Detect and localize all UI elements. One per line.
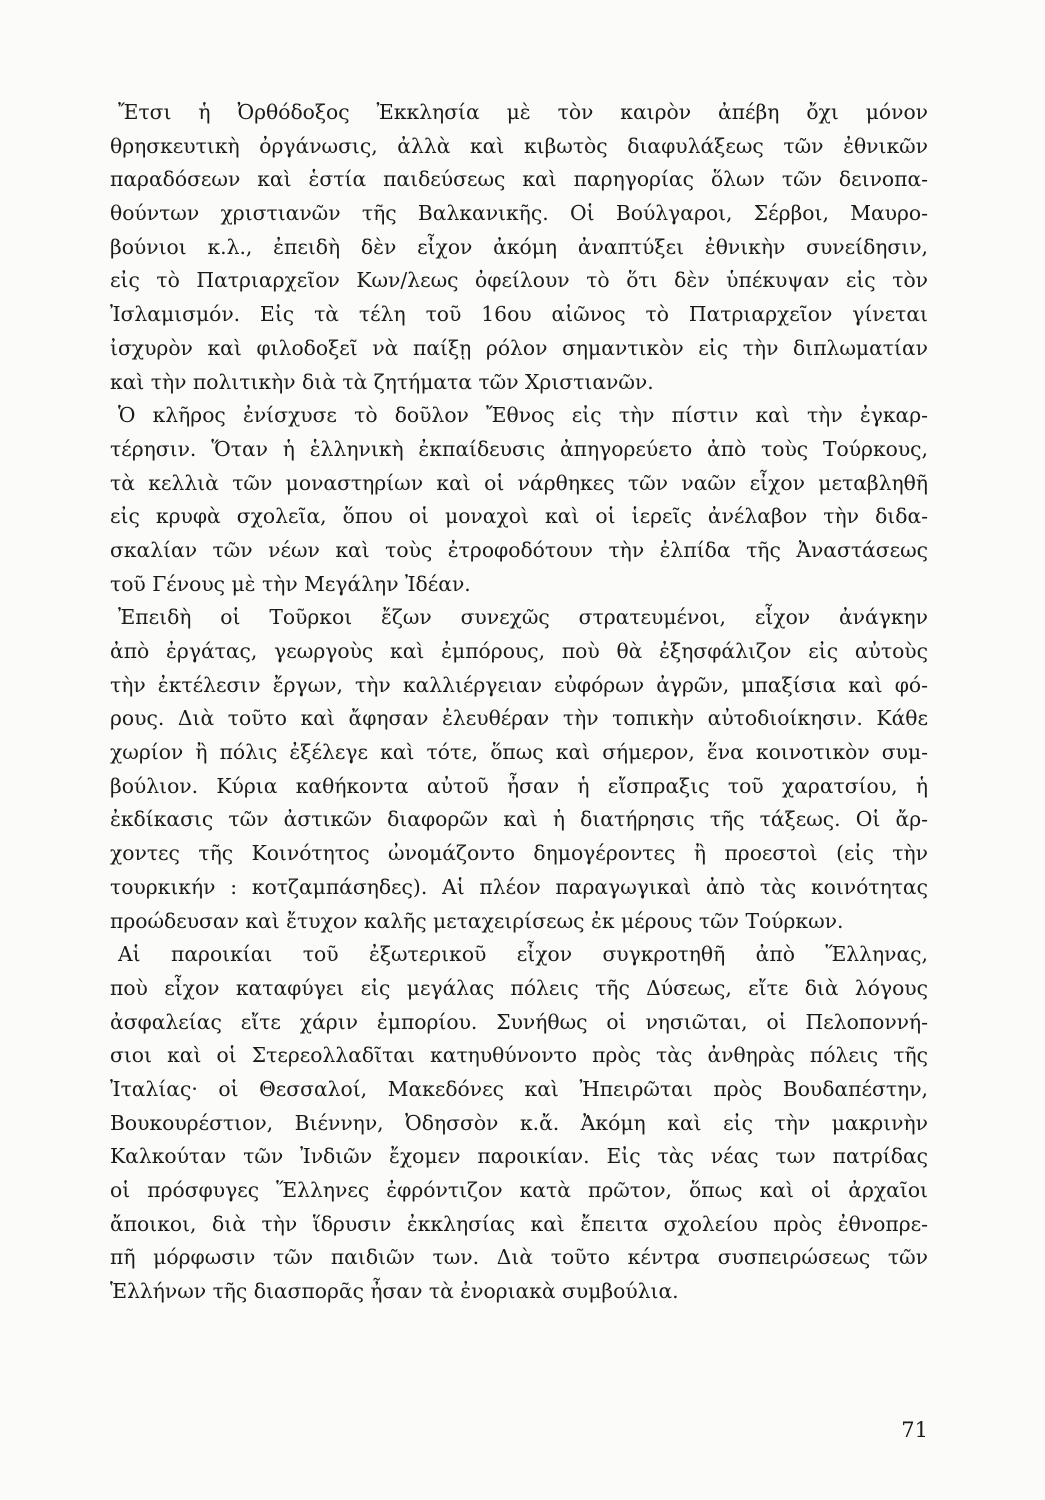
text-line: Καλκούταν τῶν Ἰνδιῶν ἔχομεν παροικίαν. Εἰς τὰς νέας των πατρίδας: [110, 1144, 928, 1169]
text-line: χοντες τῆς Κοινότητος ὠνομάζοντο δημογέροντες ἢ προεστοὶ (εἰς τὴν: [110, 841, 928, 866]
text-line: εἰς κρυφὰ σχολεῖα, ὅπου οἱ μοναχοὶ καὶ οἱ ἱερεῖς ἀνέλαβον τὴν διδα-: [110, 504, 928, 529]
text-line: ἐκδίκασις τῶν ἀστικῶν διαφορῶν καὶ ἡ διατήρησις τῆς τάξεως. Οἱ ἄρ-: [110, 807, 928, 832]
text-line: Ἰταλίας· οἱ Θεσσαλοί, Μακεδόνες καὶ Ἠπειρῶται πρὸς Βουδαπέστην,: [110, 1076, 928, 1101]
text-line: θρησκευτικὴ ὀργάνωσις, ἀλλὰ καὶ κιβωτὸς διαφυλάξεως τῶν ἐθνικῶν: [110, 133, 928, 158]
text-line: τὴν ἐκτέλεσιν ἔργων, τὴν καλλιέργειαν εὐφόρων ἀγρῶν, μπαξίσια καὶ φό-: [110, 672, 928, 697]
text-line: Αἱ παροικίαι τοῦ ἐξωτερικοῦ εἶχον συγκροτηθῆ ἀπὸ Ἕλληνας,: [118, 942, 928, 967]
text-line: τέρησιν. Ὅταν ἡ ἑλληνικὴ ἐκπαίδευσις ἀπηγορεύετο ἀπὸ τοὺς Τούρκους,: [110, 436, 928, 461]
text-line: Ὁ κλῆρος ἐνίσχυσε τὸ δοῦλον Ἔθνος εἰς τὴν πίστιν καὶ τὴν ἐγκαρ-: [118, 403, 928, 428]
text-line: σιοι καὶ οἱ Στερεολλαδῖται κατηυθύνοντο πρὸς τὰς ἀνθηρὰς πόλεις τῆς: [110, 1043, 928, 1068]
text-line: ποὺ εἶχον καταφύγει εἰς μεγάλας πόλεις τῆς Δύσεως, εἴτε διὰ λόγους: [110, 975, 928, 1000]
page-number: 71: [901, 1418, 928, 1442]
text-line: ἰσχυρὸν καὶ φιλοδοξεῖ νὰ παίξῃ ρόλον σημαντικὸν εἰς τὴν διπλωματίαν: [110, 335, 928, 360]
text-line: ρους. Διὰ τοῦτο καὶ ἄφησαν ἐλευθέραν τὴν τοπικὴν αὐτοδιοίκησιν. Κάθε: [110, 706, 928, 731]
text-line: ἀσφαλείας εἴτε χάριν ἐμπορίου. Συνήθως οἱ νησιῶται, οἱ Πελοποννή-: [110, 1009, 928, 1034]
text-line: Βουκουρέστιον, Βιέννην, Ὀδησσὸν κ.ἄ. Ἀκόμη καὶ εἰς τὴν μακρινὴν: [110, 1110, 928, 1135]
text-line: οἱ πρόσφυγες Ἕλληνες ἐφρόντιζον κατὰ πρῶτον, ὅπως καὶ οἱ ἀρχαῖοι: [110, 1178, 928, 1202]
text-line: εἰς τὸ Πατριαρχεῖον Κων/λεως ὀφείλουν τὸ ὅτι δὲν ὑπέκυψαν εἰς τὸν: [110, 268, 928, 293]
text-line: ἄποικοι, διὰ τὴν ἵδρυσιν ἐκκλησίας καὶ ἔπειτα σχολείου πρὸς ἐθνοπρε-: [110, 1211, 928, 1236]
text-line: προώδευσαν καὶ ἔτυχον καλῆς μεταχειρίσεως ἐκ μέρους τῶν Τούρκων.: [110, 908, 844, 933]
text-line: Ἰσλαμισμόν. Εἰς τὰ τέλη τοῦ 16ου αἰῶνος τὸ Πατριαρχεῖον γίνεται: [110, 302, 928, 327]
text-line: Ἔτσι ἡ Ὀρθόδοξος Ἐκκλησία μὲ τὸν καιρὸν ἀπέβη ὄχι μόνον: [118, 100, 928, 124]
page-text: [110, 96, 928, 1309]
text-line: τουρκικήν : κοτζαμπάσηδες). Αἱ πλέον παραγωγικαὶ ἀπὸ τὰς κοινότητας: [110, 874, 928, 899]
text-line: Ἑλλήνων τῆς διασπορᾶς ἦσαν τὰ ἐνοριακὰ συμβούλια.: [110, 1279, 679, 1304]
text-line: θούντων χριστιανῶν τῆς Βαλκανικῆς. Οἱ Βούλγαροι, Σέρβοι, Μαυρο-: [110, 201, 928, 226]
text-line: καὶ τὴν πολιτικὴν διὰ τὰ ζητήματα τῶν Χριστιανῶν.: [110, 369, 654, 394]
text-line: πῆ μόρφωσιν τῶν παιδιῶν των. Διὰ τοῦτο κέντρα συσπειρώσεως τῶν: [110, 1245, 928, 1270]
text-line: Ἐπειδὴ οἱ Τοῦρκοι ἔζων συνεχῶς στρατευμένοι, εἶχον ἀνάγκην: [118, 605, 928, 630]
text-line: παραδόσεων καὶ ἑστία παιδεύσεως καὶ παρηγορίας ὅλων τῶν δεινοπα-: [110, 167, 928, 192]
text-line: βούλιον. Κύρια καθήκοντα αὐτοῦ ἦσαν ἡ εἴσπραξις τοῦ χαρατσίου, ἡ: [110, 773, 928, 798]
text-line: τοῦ Γένους μὲ τὴν Μεγάλην Ἰδέαν.: [110, 571, 471, 596]
text-line: βούνιοι κ.λ., ἐπειδὴ δὲν εἶχον ἀκόμη ἀναπτύξει ἐθνικὴν συνείδησιν,: [110, 234, 928, 259]
text-line: σκαλίαν τῶν νέων καὶ τοὺς ἐτροφοδότουν τὴν ἐλπίδα τῆς Ἀναστάσεως: [110, 537, 928, 562]
text-line: ἀπὸ ἐργάτας, γεωργοὺς καὶ ἐμπόρους, ποὺ θὰ ἐξησφάλιζον εἰς αὐτοὺς: [110, 639, 928, 663]
text-line: τὰ κελλιὰ τῶν μοναστηρίων καὶ οἱ νάρθηκες τῶν ναῶν εἶχον μεταβληθῆ: [110, 470, 928, 495]
text-line: χωρίον ἢ πόλις ἐξέλεγε καὶ τότε, ὅπως καὶ σήμερον, ἕνα κοινοτικὸν συμ-: [110, 740, 928, 765]
